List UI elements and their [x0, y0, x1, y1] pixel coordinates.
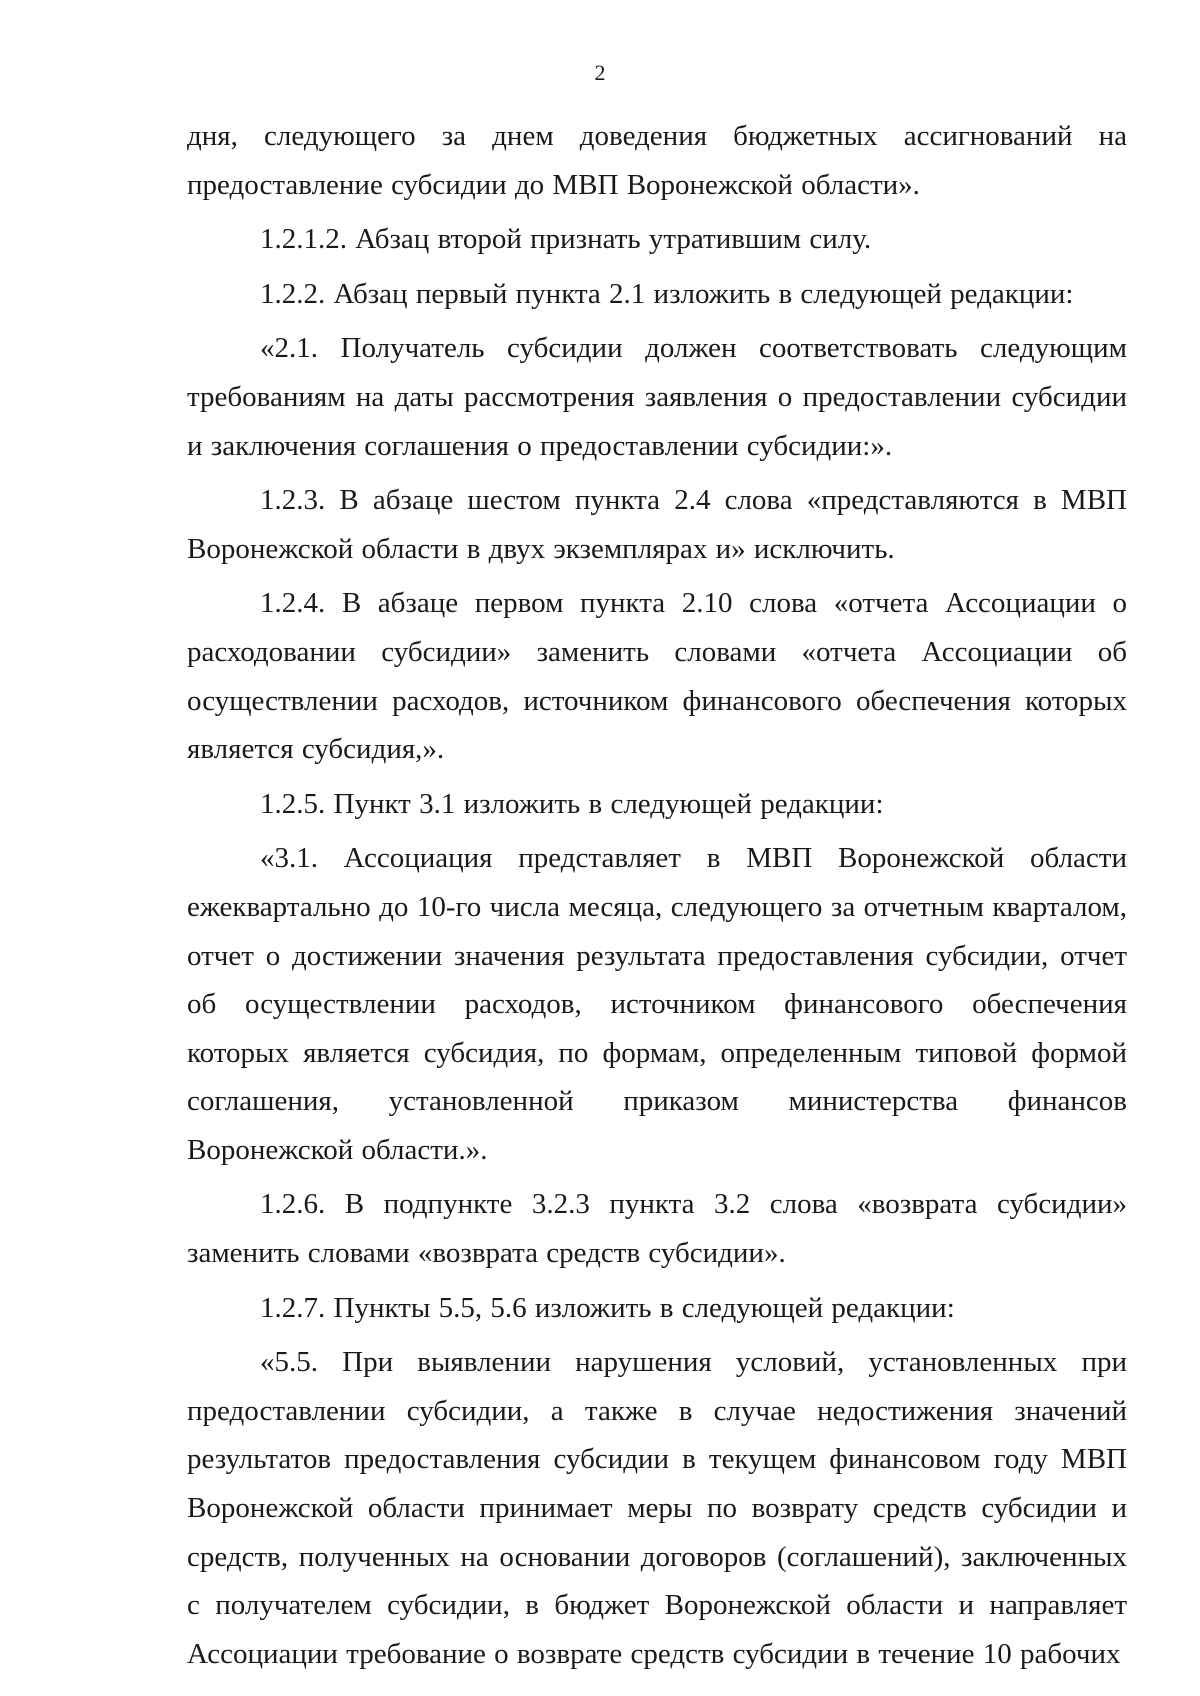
paragraph-quote-2-1: «2.1. Получатель субсидии должен соответствовать следующим требованиям на даты рассмотрения заявления о предоставлении субсидии и заключения соглашения о предоставлении субсидии:».	[187, 332, 1127, 462]
paragraph-1-2-6: 1.2.6. В подпункте 3.2.3 пункта 3.2 слова «возврата субсидии» заменить словами «возврата средств субсидии».	[187, 1188, 1127, 1270]
paragraph-1-2-4: 1.2.4. В абзаце первом пункта 2.10 слова «отчета Ассоциации о расходовании субсидии» заменить словами «отчета Ассоциации об осуществлении расходов, источником финансового обеспечения которых является субсидия,».	[187, 587, 1127, 766]
paragraph-1-2-7: 1.2.7. Пункты 5.5, 5.6 изложить в следующей редакции:	[260, 1291, 955, 1324]
page-number: 2	[594, 60, 606, 85]
paragraph-1-2-1-2: 1.2.1.2. Абзац второй признать утратившим силу.	[260, 223, 872, 256]
paragraph-1-2-2: 1.2.2. Абзац первый пункта 2.1 изложить в следующей редакции:	[260, 277, 1074, 310]
paragraph-1-2-5: 1.2.5. Пункт 3.1 изложить в следующей редакции:	[260, 787, 884, 820]
document-body	[187, 112, 1127, 1684]
paragraph-continuation: дня, следующего за днем доведения бюджетных ассигнований на предоставление субсидии до МВП Воронежской области».	[187, 120, 1127, 201]
paragraph-quote-3-1: «3.1. Ассоциация представляет в МВП Воронежской области ежеквартально до 10-го числа месяца, следующего за отчетным кварталом, отчет о достижении значения результата предоставления субсидии, отчет об осуществлении расходов, источником финансового обеспечения которых является субсидия, по формам, определенным типовой формой соглашения, установленной приказом министерства финансов Воронежской области.».	[187, 842, 1127, 1166]
paragraph-1-2-3: 1.2.3. В абзаце шестом пункта 2.4 слова «представляются в МВП Воронежской области в двух экземплярах и» исключить.	[187, 484, 1127, 565]
paragraph-quote-5-5: «5.5. При выявлении нарушения условий, установленных при предоставлении субсидии, а также в случае недостижения значений результатов предоставления субсидии в текущем финансовом году МВП Воронежской области принимает меры по возврату средств субсидии и средств, полученных на основании договоров (соглашений), заключенных с получателем субсидии, в бюджет Воронежской области и направляет Ассоциации требование о возврате средств субсидии в течение 10 рабочих	[187, 1346, 1127, 1670]
